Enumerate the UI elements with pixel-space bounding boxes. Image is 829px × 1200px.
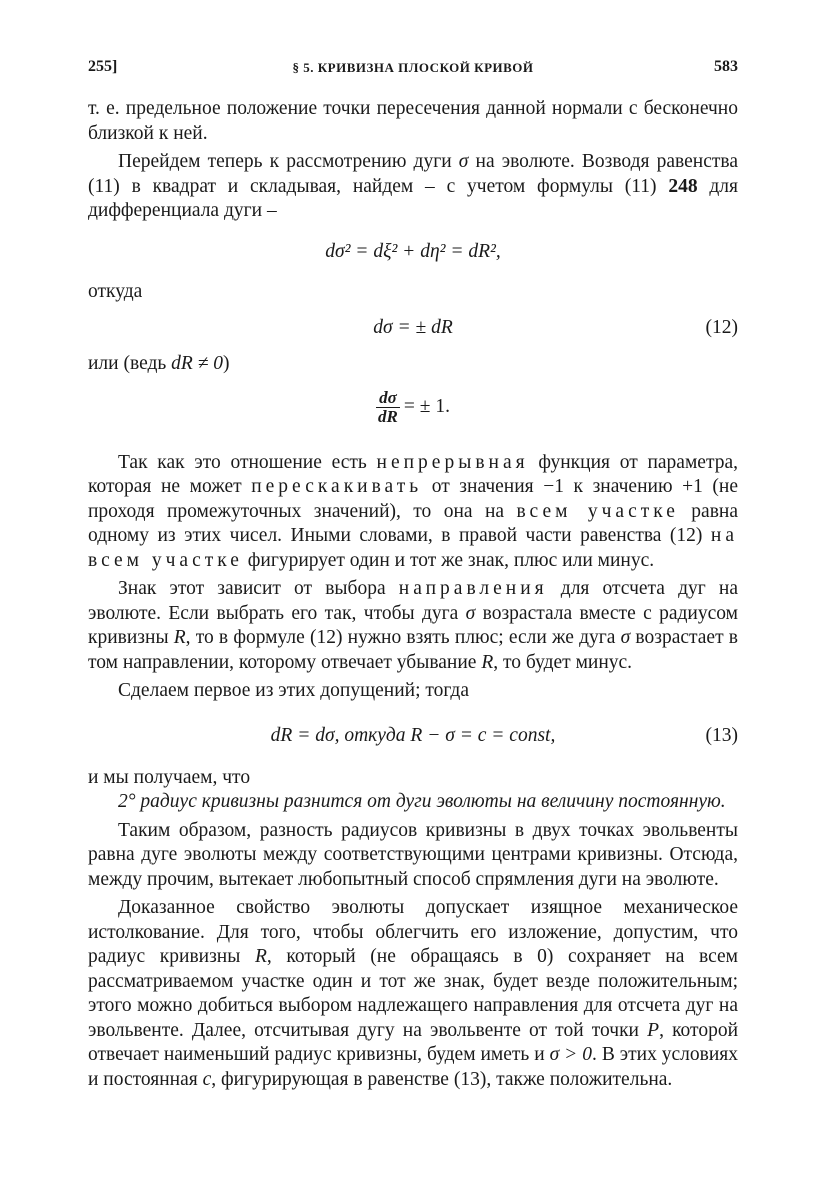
equation-12 [88,310,738,346]
equation-13 [88,718,738,754]
paragraph-3: Так как это отношение есть непрерывная функция от параметра, которая не может перескакивать от значения −1 к значению +1 (не проходя промежуточных значений), то она на всем участке равна одному из этих чисел. Иными словами, в правой части равенства (12) на всем участке фигурирует один и тот же знак, плюс или минус. [88,451,739,571]
paragraph-6: и мы получаем, что [88,766,251,788]
equation-12-formula: dσ = ± dR [373,317,453,338]
equation-13-formula: dR = dσ, откуда R − σ = c = const, [270,724,556,746]
word-otkuda: откуда [88,280,143,302]
fraction-rhs: = ± 1. [403,395,450,417]
equation-ratio [88,381,738,433]
fraction [376,389,400,426]
paragraph-1: т. е. предельное положение точки пересечения данной нормали с бесконечно близкой к ней. [88,98,738,144]
paragraph-4: Знак этот зависит от выбора направления для отсчета дуг на эволюте. Если выбрать его так, чтобы дуга σ возрастала вместе с радиусом кривизны R, то в формуле (12) нужно взять плюс; если же дуга σ возрастает в том направлении, которому отвечает убывание R, то будет минус. [88,578,739,673]
paragraph-9: Доказанное свойство эволюты допускает изящное механическое истолкование. Для того, чтобы облегчить его изложение, допустим, что радиус кривизны R, который (не обращаясь в 0) сохраняет на всем рассматриваемом участке один и тот же знак, будет везде положительным; этого можно добиться выбором надлежащего направления для отсчета дуг на эвольвенте. Далее, отсчитывая дугу на эвольвенте от той точки P, которой отвечает наименьший радиус кривизны, будем иметь и σ > 0. В этих условиях и постоянная c, фигурирующая в равенстве (13), также положительна. [88,897,738,1090]
equation-arc-differential: dσ² = dξ² + dη² = dR², [325,240,501,262]
equation-13-number: (13) [705,724,738,746]
paragraph-8: Таким образом, разность радиусов кривизны в двух точках эвольвенты равна дуге эволюты между соответствующими центрами кривизны. Отсюда, между прочим, вытекает любопытный способ спрямления дуги на эволюте. [88,819,738,890]
section-number: 255] [88,58,118,75]
fraction-denominator: dR [378,406,398,426]
line-or-since: или (ведь dR ≠ 0) [88,353,230,374]
chapter-title: § 5. КРИВИЗНА ПЛОСКОЙ КРИВОЙ [292,60,534,75]
page-number: 583 [714,58,738,75]
paragraph-2: Перейдем теперь к рассмотрению дуги σ на эволюте. Возводя равенства (11) в квадрат и складывая, найдем – с учетом формулы (11) 248 для дифференциала дуги – [88,151,738,221]
paragraph-5: Сделаем первое из этих допущений; тогда [118,680,469,701]
body-text [88,97,738,1092]
equation-12-number: (12) [705,317,738,338]
theorem-statement: 2° радиус кривизны разнится от дуги эволюты на величину постоянную. [118,791,726,812]
running-head [88,58,738,82]
formula-reference: 248 [668,175,698,197]
fraction-numerator: dσ [376,389,400,408]
